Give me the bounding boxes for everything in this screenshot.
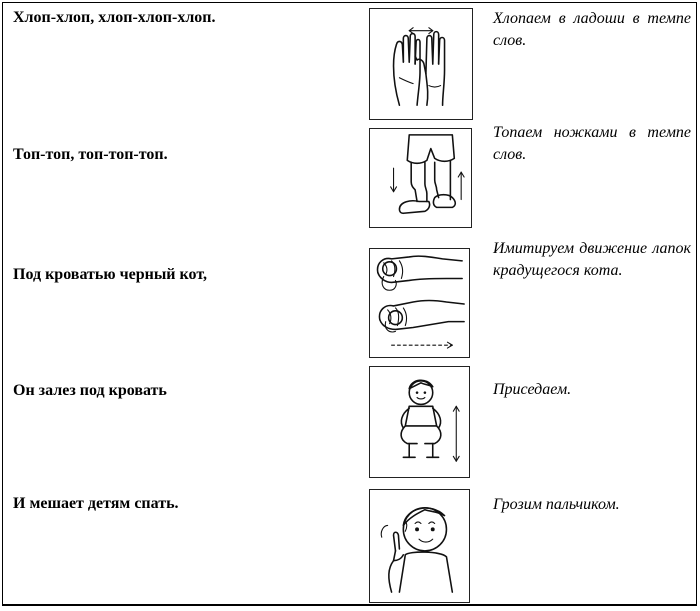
lyric-line-2: Топ-топ, топ-топ-топ. <box>13 146 168 163</box>
lyric-line-3: Под кроватью черный кот, <box>13 266 207 283</box>
stomping-feet-icon <box>369 128 472 228</box>
action-text-2: Топаем ножками в темпе слов. <box>493 124 691 163</box>
wagging-finger-icon <box>369 489 470 603</box>
clapping-hands-icon <box>369 8 473 120</box>
lyric-line-5: И мешает детям спать. <box>13 495 179 512</box>
table-bottom-rule <box>2 604 697 605</box>
lyric-line-4: Он залез под кровать <box>13 382 167 399</box>
lyric-line-1: Хлоп-хлоп, хлоп-хлоп-хлоп. <box>13 9 216 26</box>
action-text-5: Грозим пальчиком. <box>493 496 620 513</box>
squatting-child-icon <box>369 366 470 478</box>
action-text-3: Имитируем движение лапок крадущегося кота. <box>493 240 691 279</box>
action-text-4: Приседаем. <box>493 381 572 398</box>
action-text-1: Хлопаем в ладоши в темпе слов. <box>493 10 691 49</box>
cat-paws-icon <box>369 248 470 358</box>
